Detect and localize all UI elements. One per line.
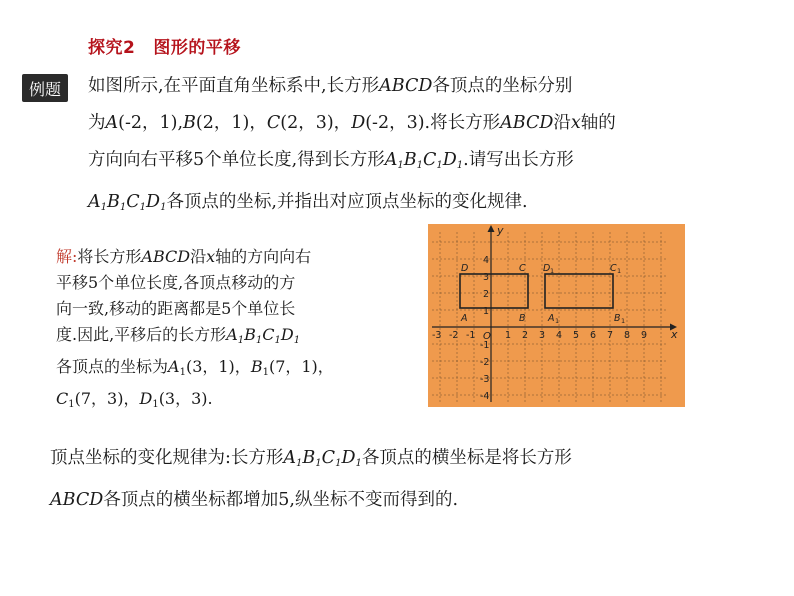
y-tick-label: 4 bbox=[483, 255, 490, 266]
x-tick-label: 3 bbox=[539, 330, 546, 341]
y-tick-label: 2 bbox=[483, 289, 490, 300]
section-title: 图形的平移 bbox=[153, 38, 241, 58]
solution-text: 解:将长方形ABCD沿x轴的方向向右 平移5个单位长度,各顶点移动的方 向一致,移动的距离都是5个单位长 度.因此,平移后的长方形$A_1B_1C_1D_1$ 各顶点的坐标为$A_1(3$，1)，$B_1(7$，1)， $C_1(7$，3)，$D_1(3$，3). bbox=[56, 247, 334, 410]
y-tick-label: -1 bbox=[480, 340, 490, 351]
x-tick-label: -3 bbox=[432, 330, 442, 341]
section-heading bbox=[88, 33, 241, 58]
x-tick-label: 9 bbox=[641, 330, 648, 341]
solution-label: 解: bbox=[56, 247, 78, 266]
svg-text:1: 1 bbox=[617, 267, 622, 275]
x-tick-label: 1 bbox=[505, 330, 512, 341]
x-tick-label: 8 bbox=[624, 330, 631, 341]
coordinate-figure bbox=[428, 224, 685, 407]
y-axis-label: y bbox=[497, 224, 504, 237]
vertex-a: A bbox=[461, 313, 468, 324]
x-tick-label: 2 bbox=[522, 330, 529, 341]
x-tick-label: 7 bbox=[607, 330, 614, 341]
coordinate-plane-svg bbox=[428, 224, 685, 407]
svg-text:D: D bbox=[543, 263, 551, 274]
y-tick-label: -2 bbox=[480, 357, 490, 368]
svg-text:C: C bbox=[610, 263, 617, 274]
svg-text:1: 1 bbox=[550, 267, 555, 275]
svg-text:A: A bbox=[548, 313, 555, 324]
y-tick-label: -3 bbox=[480, 374, 490, 385]
svg-text:1: 1 bbox=[555, 317, 560, 325]
x-tick-label: 4 bbox=[556, 330, 563, 341]
x-tick-label: 6 bbox=[590, 330, 597, 341]
y-tick-label: 1 bbox=[483, 306, 490, 317]
y-tick-label: -4 bbox=[480, 391, 490, 402]
section-number: 探究2 bbox=[88, 38, 136, 58]
x-tick-label: 5 bbox=[573, 330, 580, 341]
problem-statement: 如图所示,在平面直角坐标系中,长方形ABCD各顶点的坐标分别 为A(-2，1),B(2，1)，C(2，3)，D(-2，3).将长方形ABCD沿x轴的 方向向右平移5个单位长度,得到长方形$A_1B_1C_1D_1$.请写出长方形 $A_1B_1C_1D_1$各顶点的坐标,并指出对应顶点坐标的变化规律. bbox=[88, 76, 616, 213]
vertex-b: B bbox=[519, 313, 526, 324]
x-tick-label: -2 bbox=[449, 330, 459, 341]
rule-statement: 顶点坐标的变化规律为:长方形$A_1B_1C_1D_1$各顶点的横坐标是将长方形 ABCD各顶点的横坐标都增加5,纵坐标不变而得到的. bbox=[50, 448, 572, 510]
origin-label: O bbox=[483, 331, 491, 342]
svg-text:1: 1 bbox=[621, 317, 626, 325]
svg-text:B: B bbox=[614, 313, 621, 324]
x-tick-label: -1 bbox=[466, 330, 476, 341]
vertex-c: C bbox=[519, 263, 526, 274]
x-axis-label: x bbox=[671, 328, 678, 341]
y-tick-label: 3 bbox=[483, 272, 490, 283]
example-badge: 例题 bbox=[22, 74, 68, 102]
vertex-d: D bbox=[461, 263, 469, 274]
